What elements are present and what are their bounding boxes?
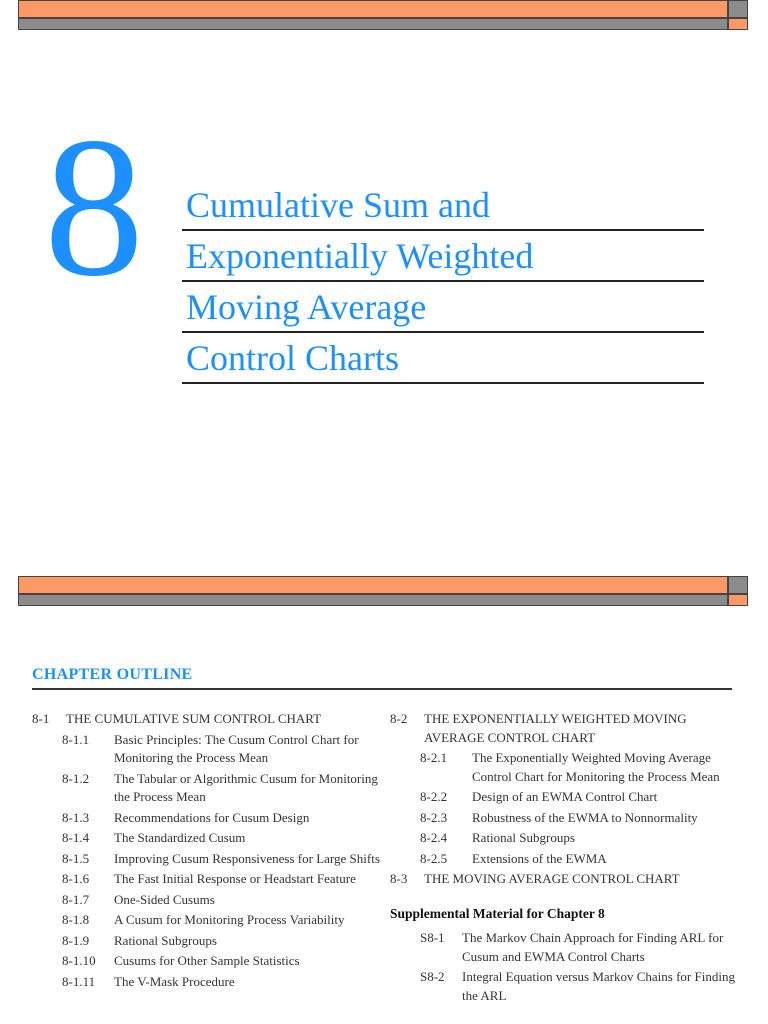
entry-text: THE MOVING AVERAGE CONTROL CHART bbox=[424, 871, 680, 886]
entry-number: 8-1.10 bbox=[62, 953, 96, 968]
outline-entry bbox=[390, 829, 740, 848]
outline-entry bbox=[32, 829, 382, 848]
entry-number: 8-1.2 bbox=[62, 770, 90, 786]
entry-text: Recommendations for Cusum Design bbox=[114, 809, 310, 825]
entry-number: 8-1 bbox=[32, 711, 50, 726]
entry-text: The Markov Chain Approach for Finding ARL for Cusum and EWMA Control Charts bbox=[462, 930, 724, 964]
entry-number: 8-2.1 bbox=[420, 750, 448, 765]
entry-number: 8-2.5 bbox=[420, 850, 448, 866]
outline-entry bbox=[32, 710, 382, 729]
entry-number: 8-1.7 bbox=[62, 891, 90, 907]
outline-entry bbox=[32, 870, 382, 889]
entry-text: The V-Mask Procedure bbox=[114, 973, 235, 989]
entry-number: 8-1.1 bbox=[62, 731, 90, 747]
entry-number: 8-2 bbox=[390, 711, 408, 726]
outline-entry bbox=[390, 870, 740, 889]
outline-entry bbox=[390, 850, 740, 869]
chapter-number: 8 bbox=[44, 97, 144, 318]
entry-text: THE EXPONENTIALLY WEIGHTED MOVING AVERAGE CONTROL CHART bbox=[424, 711, 687, 745]
entry-text: Extensions of the EWMA bbox=[472, 850, 607, 866]
entry-text: The Fast Initial Response or Headstart Feature bbox=[114, 871, 356, 886]
band-gray-bar bbox=[18, 18, 728, 30]
entry-number: 8-1.4 bbox=[62, 830, 90, 845]
entry-text: Rational Subgroups bbox=[114, 932, 217, 948]
chapter-title bbox=[182, 180, 704, 384]
outline-entry bbox=[32, 809, 382, 828]
entry-number: 8-1.3 bbox=[62, 809, 90, 825]
entry-number: 8-1.5 bbox=[62, 850, 90, 866]
entry-text: The Exponentially Weighted Moving Average Control Chart for Monitoring the Process Mean bbox=[472, 750, 720, 784]
supplemental-entry bbox=[390, 929, 740, 966]
entry-text: Rational Subgroups bbox=[472, 830, 575, 845]
outline-entry bbox=[32, 932, 382, 951]
outline-entry bbox=[32, 850, 382, 869]
entry-number: 8-2.2 bbox=[420, 789, 448, 804]
entry-number: 8-2.4 bbox=[420, 830, 448, 845]
outline-entry bbox=[32, 911, 382, 930]
outline-entry bbox=[32, 952, 382, 971]
band-orange-square bbox=[728, 594, 748, 606]
title-line: Exponentially Weighted bbox=[182, 231, 704, 282]
entry-number: S8-2 bbox=[420, 969, 445, 984]
outline-entry bbox=[32, 731, 382, 768]
entry-text: Cusums for Other Sample Statistics bbox=[114, 953, 300, 968]
band-gray-square bbox=[728, 576, 748, 594]
entry-number: 8-2.3 bbox=[420, 809, 448, 825]
title-line: Control Charts bbox=[182, 333, 704, 384]
entry-number: S8-1 bbox=[420, 930, 445, 945]
entry-number: 8-3 bbox=[390, 871, 408, 886]
supplemental-entry bbox=[390, 968, 740, 1005]
entry-text: Improving Cusum Responsiveness for Large Shifts bbox=[114, 850, 380, 866]
entry-text: One-Sided Cusums bbox=[114, 891, 215, 907]
entry-number: 8-1.6 bbox=[62, 871, 90, 886]
supplemental-heading: Supplemental Material for Chapter 8 bbox=[390, 905, 605, 921]
outline-right-column bbox=[390, 710, 740, 1007]
entry-number: 8-1.11 bbox=[62, 973, 96, 989]
title-line: Cumulative Sum and bbox=[182, 180, 704, 231]
band-orange-square bbox=[728, 18, 748, 30]
entry-text: Design of an EWMA Control Chart bbox=[472, 789, 658, 804]
band-gray-bar bbox=[18, 594, 728, 606]
outline-entry bbox=[32, 770, 382, 807]
outline-left-column bbox=[32, 710, 382, 993]
entry-text: Integral Equation versus Markov Chains for Finding the ARL bbox=[462, 969, 735, 1003]
entry-text: THE CUMULATIVE SUM CONTROL CHART bbox=[66, 711, 322, 726]
outline-divider bbox=[32, 688, 732, 690]
outline-entry bbox=[390, 788, 740, 807]
entry-number: 8-1.8 bbox=[62, 912, 90, 927]
entry-text: The Tabular or Algorithmic Cusum for Monitoring the Process Mean bbox=[114, 770, 378, 804]
outline-heading: CHAPTER OUTLINE bbox=[32, 666, 193, 683]
entry-text: A Cusum for Monitoring Process Variability bbox=[114, 912, 345, 927]
outline-entry bbox=[390, 809, 740, 828]
title-line: Moving Average bbox=[182, 282, 704, 333]
outline-entry bbox=[32, 973, 382, 992]
outline-entry bbox=[32, 891, 382, 910]
band-orange-bar bbox=[18, 0, 728, 18]
band-gray-square bbox=[728, 0, 748, 18]
outline-entry bbox=[390, 749, 740, 786]
entry-number: 8-1.9 bbox=[62, 932, 90, 948]
outline-entry bbox=[390, 710, 740, 747]
entry-text: Basic Principles: The Cusum Control Chart for Monitoring the Process Mean bbox=[114, 731, 359, 765]
entry-text: The Standardized Cusum bbox=[114, 830, 246, 845]
entry-text: Robustness of the EWMA to Nonnormality bbox=[472, 809, 698, 825]
band-orange-bar bbox=[18, 576, 728, 594]
